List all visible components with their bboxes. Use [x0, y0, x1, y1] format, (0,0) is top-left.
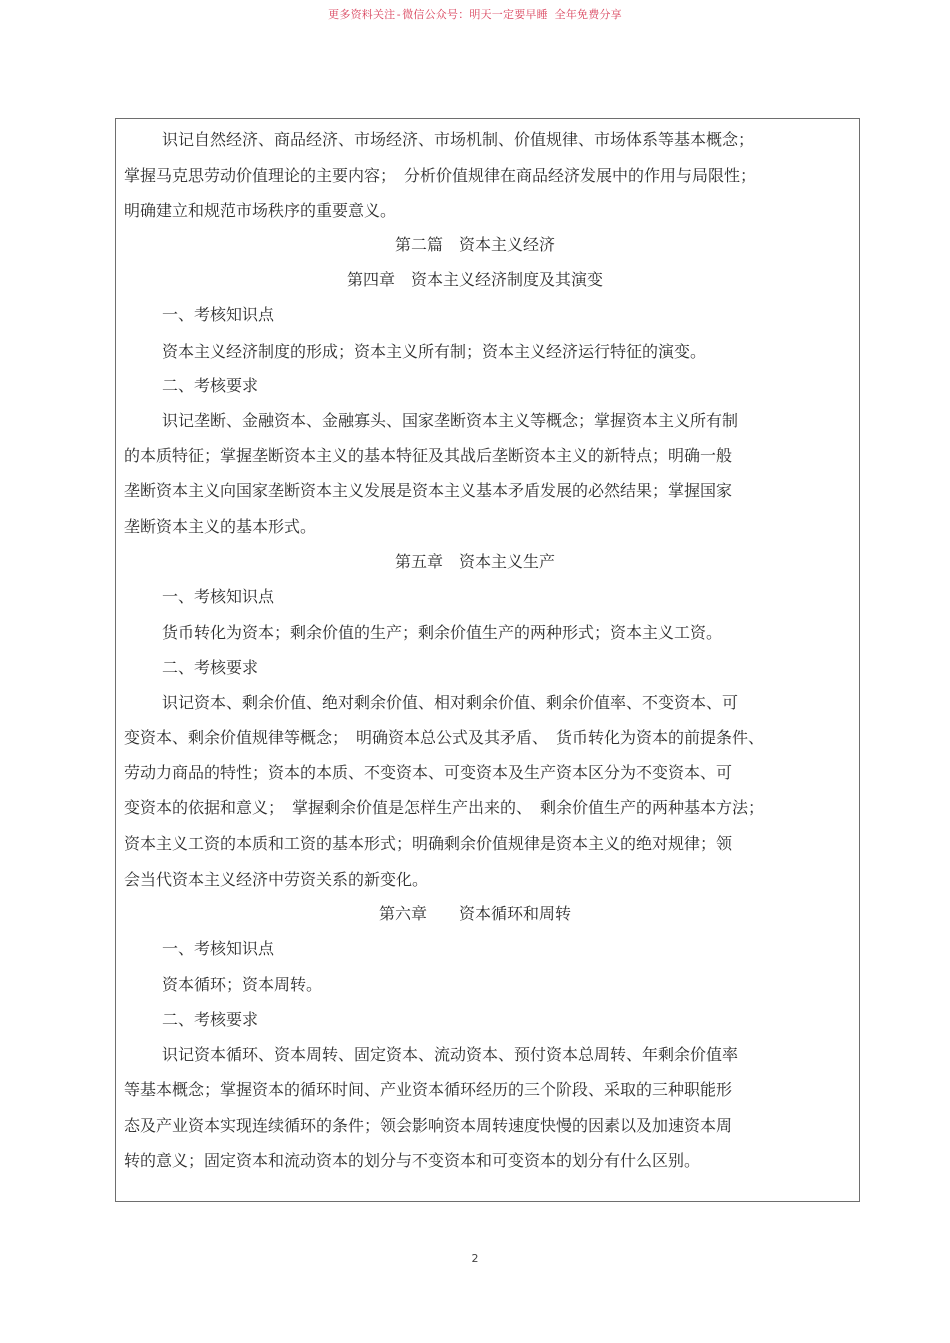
body-line: 资本循环；资本周转。 — [162, 975, 323, 994]
chapter-heading: 第五章 资本主义生产 — [394, 552, 555, 571]
body-line: 转的意义；固定资本和流动资本的划分与不变资本和可变资本的划分有什么区别。 — [124, 1151, 701, 1170]
body-line: 垄断资本主义向国家垄断资本主义发展是资本主义基本矛盾发展的必然结果；掌握国家 — [124, 481, 733, 500]
section-heading: 二、考核要求 — [162, 658, 259, 677]
body-line: 掌握马克思劳动价值理论的主要内容； 分析价值规律在商品经济发展中的作用与局限性； — [124, 166, 757, 185]
body-line: 等基本概念；掌握资本的循环时间、产业资本循环经历的三个阶段、采取的三种职能形 — [124, 1080, 733, 1099]
body-line: 变资本、剩余价值规律等概念； 明确资本总公式及其矛盾、 货币转化为资本的前提条件、 — [124, 728, 765, 747]
body-line: 垄断资本主义的基本形式。 — [124, 517, 317, 536]
section-heading: 一、考核知识点 — [162, 939, 275, 958]
body-line: 识记垄断、金融资本、金融寡头、国家垄断资本主义等概念；掌握资本主义所有制 — [162, 411, 739, 430]
section-heading: 一、考核知识点 — [162, 305, 275, 324]
body-line: 的本质特征；掌握垄断资本主义的基本特征及其战后垄断资本主义的新特点；明确一般 — [124, 446, 733, 465]
part-heading: 第二篇 资本主义经济 — [394, 235, 555, 254]
chapter-heading: 第四章 资本主义经济制度及其演变 — [346, 270, 603, 289]
top-banner: 更多资料关注-微信公众号：明天一定要早睡 全年免费分享 — [328, 8, 622, 21]
section-heading: 二、考核要求 — [162, 376, 259, 395]
section-heading: 二、考核要求 — [162, 1010, 259, 1029]
body-line: 识记自然经济、商品经济、市场经济、市场机制、价值规律、市场体系等基本概念； — [162, 130, 755, 149]
body-line: 会当代资本主义经济中劳资关系的新变化。 — [124, 870, 429, 889]
body-line: 态及产业资本实现连续循环的条件；领会影响资本周转速度快慢的因素以及加速资本周 — [124, 1116, 733, 1135]
body-line: 变资本的依据和意义； 掌握剩余价值是怎样生产出来的、 剩余价值生产的两种基本方法； — [124, 798, 765, 817]
body-line: 劳动力商品的特性；资本的本质、不变资本、可变资本及生产资本区分为不变资本、可 — [124, 763, 733, 782]
section-heading: 一、考核知识点 — [162, 587, 275, 606]
body-line: 识记资本循环、资本周转、固定资本、流动资本、预付资本总周转、年剩余价值率 — [162, 1045, 739, 1064]
page-number: 2 — [471, 1252, 479, 1265]
body-line: 资本主义经济制度的形成；资本主义所有制；资本主义经济运行特征的演变。 — [162, 342, 707, 361]
body-line: 识记资本、剩余价值、绝对剩余价值、相对剩余价值、剩余价值率、不变资本、可 — [162, 693, 739, 712]
chapter-heading: 第六章 资本循环和周转 — [378, 904, 571, 923]
body-line: 货币转化为资本；剩余价值的生产；剩余价值生产的两种形式；资本主义工资。 — [162, 623, 723, 642]
body-line: 资本主义工资的本质和工资的基本形式；明确剩余价值规律是资本主义的绝对规律；领 — [124, 834, 733, 853]
body-line: 明确建立和规范市场秩序的重要意义。 — [124, 201, 397, 220]
